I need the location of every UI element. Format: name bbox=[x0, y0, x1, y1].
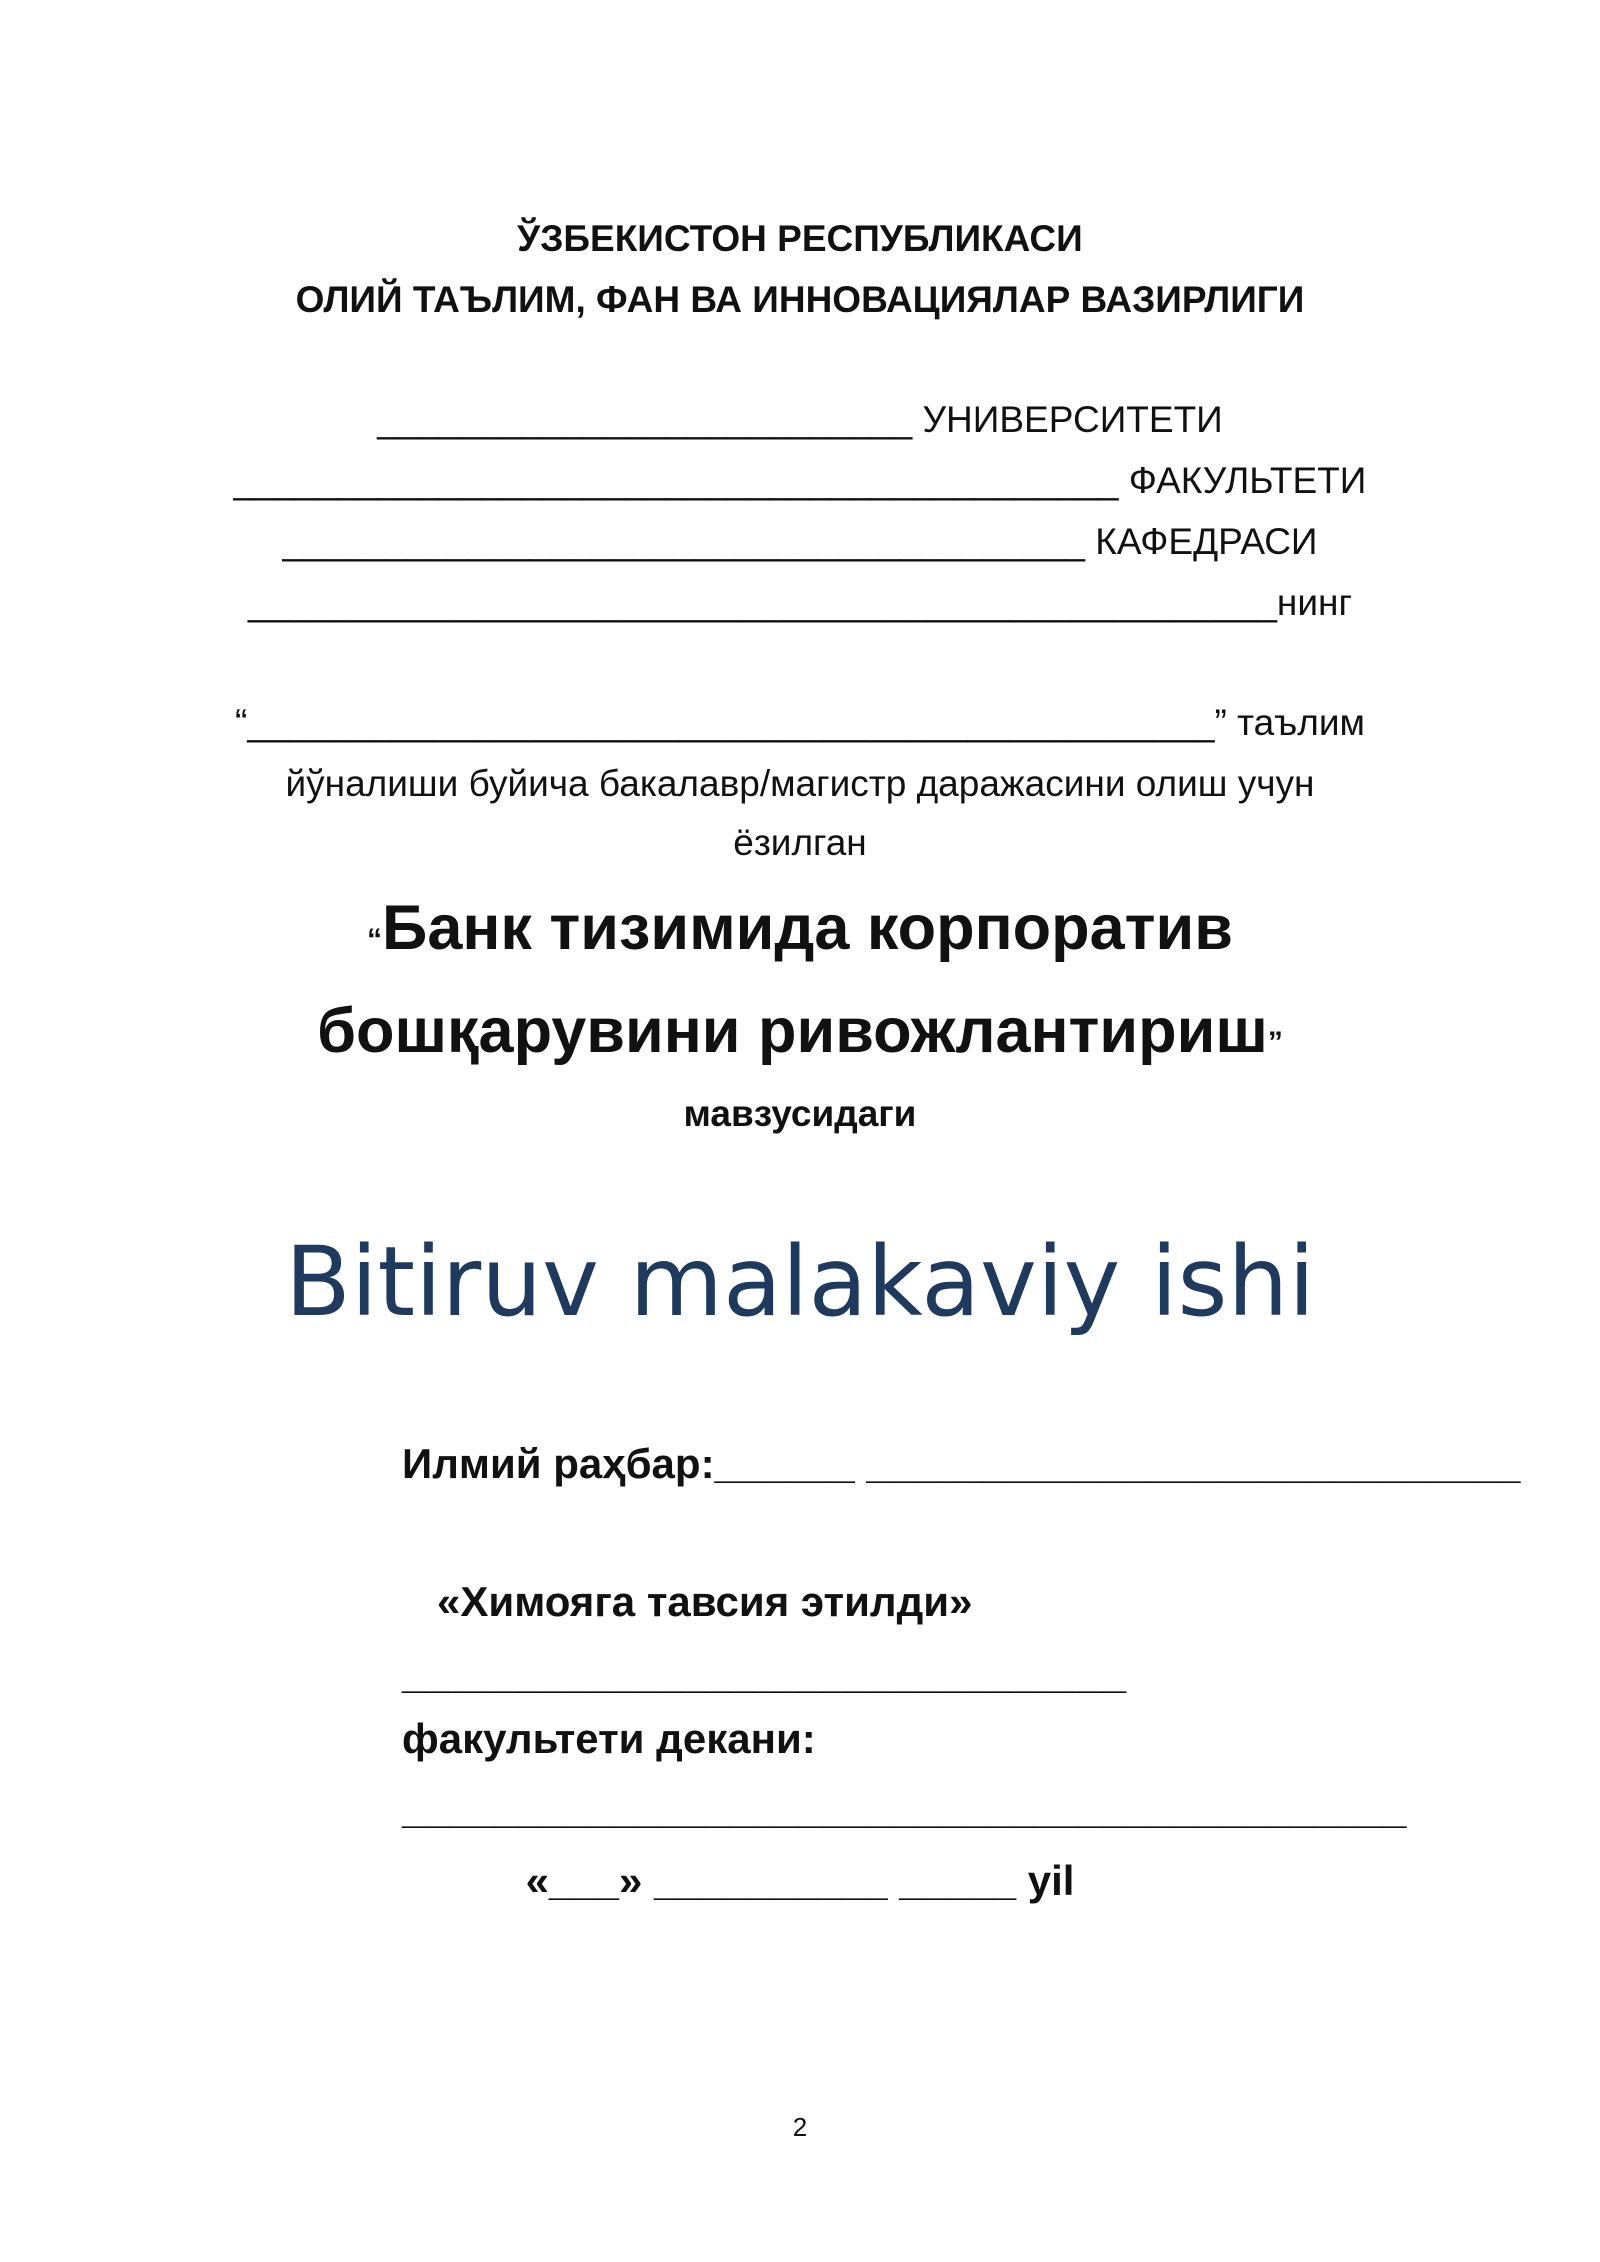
supervisor-field: Илмий раҳбар:______ ____________________________ bbox=[402, 1440, 1521, 1487]
work-type-title: Bitiruv malakaviy ishi bbox=[284, 1226, 1316, 1338]
date-field: «___» __________ _____ yil bbox=[525, 1857, 1075, 1904]
degree-line: йўналиши буйича бакалавр/магистр даражасини олиш учун bbox=[285, 763, 1315, 804]
ministry-name: ОЛИЙ ТАЪЛИМ, ФАН ВА ИННОВАЦИЯЛАР ВАЗИРЛИГИ bbox=[295, 279, 1305, 320]
defense-recommended: «Химояга тавсия этилди» bbox=[437, 1578, 973, 1625]
topic-line-2 bbox=[0, 995, 1600, 1067]
topic-open-quote: “ bbox=[367, 923, 383, 956]
defense-signature-line: _______________________________ bbox=[402, 1650, 1127, 1697]
dean-signature-line: ___________________________________________ bbox=[402, 1785, 1407, 1832]
topic-suffix: мавзусидаги bbox=[683, 1093, 917, 1134]
university-field: __________________________ УНИВЕРСИТЕТИ bbox=[377, 399, 1223, 440]
topic-line-1 bbox=[0, 892, 1600, 964]
page-number: 2 bbox=[792, 2112, 808, 2142]
dean-label: факультети декани: bbox=[402, 1715, 816, 1762]
faculty-field: ___________________________________________ ФАКУЛЬТЕТИ bbox=[233, 460, 1367, 501]
ministry-country: ЎЗБЕКИСТОН РЕСПУБЛИКАСИ bbox=[517, 218, 1083, 259]
direction-field: “_______________________________________________” таълим bbox=[235, 702, 1365, 743]
topic-text-1: Банк тизимида корпоратив bbox=[382, 893, 1233, 963]
topic-text-2: бошқарувини ривожлантириш bbox=[317, 996, 1268, 1066]
department-field: _______________________________________ КАФЕДРАСИ bbox=[282, 521, 1318, 562]
topic-close-quote: ” bbox=[1267, 1026, 1283, 1059]
written-label: ёзилган bbox=[733, 822, 867, 863]
student-field: __________________________________________________нинг bbox=[248, 582, 1352, 623]
